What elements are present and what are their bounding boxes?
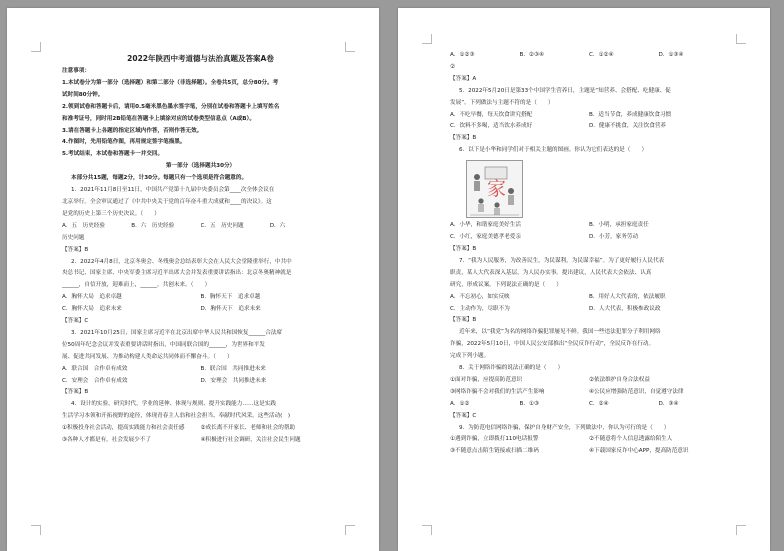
question-7 [450, 256, 728, 292]
question-line: 7．“我为人民服务，为改善民生，为民谋利，为民谋幸福”。为了更好履行人民代表 [459, 257, 665, 264]
q3-options [62, 364, 339, 388]
answer-label: 【答案】B [450, 135, 477, 142]
question-8: 8．关于网络诈骗的说法正确的是（ ） [459, 365, 564, 372]
notice-line: 2.领到试卷和答题卡后，请用0.5毫米黑色墨水签字笔，分别在试卷和答题卡上填写姓名 [62, 103, 280, 110]
option: B．小明，承担家庭责任 [589, 222, 649, 229]
question-line: 诈骗，2022年5月10日，中国人民公安部推出“全民反诈行动”，全民反诈在行动。 [450, 341, 655, 348]
crop-mark [31, 525, 41, 535]
option: C．胸怀大局 追求未来 [62, 306, 122, 313]
option: D．胸怀天下 追求未来 [200, 306, 261, 313]
question-line: 展、促进共同发展、为推动构建人类命运共同体而不懈奋斗。（ ） [62, 353, 233, 360]
question-line: 近年来，以“我党”为名的网络诈骗犯罪屡见不鲜。我国一些违法犯罪分子利用网络 [459, 329, 661, 336]
option: ③各种人才都是有，社会发展少不了 [62, 437, 151, 444]
question-line: 3．2021年10月25日，国家主席习近平在北京出席中华人民共和国恢复______合法席 [71, 329, 283, 336]
question-line: 央总书记、国家主席、中央军委主席习近平出席大会并发表重要讲话指出：北京冬奥精神就是 [62, 270, 292, 277]
option: C．饮料不多喝，适当饮水养成好 [450, 123, 533, 130]
option-row [62, 376, 339, 388]
option-row [62, 435, 339, 447]
crop-mark [736, 34, 746, 44]
option-row [62, 364, 339, 376]
crop-mark [345, 525, 355, 535]
option-continuation: 历史问题 [62, 234, 85, 241]
question-1 [62, 185, 339, 221]
family-character: 家 [487, 178, 507, 201]
option-row [450, 446, 728, 458]
option: A．不吃早餐，每天饮食讲究搭配 [450, 111, 533, 118]
option: D．六 [269, 222, 286, 229]
option-row [450, 292, 728, 304]
option: C．小红，家庭美德孝老爱亲 [450, 234, 522, 241]
answer-label: 【答案】B [62, 389, 89, 396]
family-illustration [466, 160, 523, 218]
option-continuation: ② [450, 63, 456, 70]
crop-mark [345, 42, 355, 52]
question-line: ______，自信开放，迎难而上，______，共创未来。（ ） [62, 282, 211, 289]
question-line: 2．2022年4月8日，北京冬奥会、冬残奥会总结表彰大会在人民大会堂隆重举行，中共中 [71, 258, 292, 265]
question-6 [450, 145, 728, 157]
q8-options [450, 399, 728, 411]
option: ④下载国家反诈中心APP，提高防范意识 [589, 448, 689, 455]
option: C．②④ [589, 400, 609, 407]
option-row [450, 375, 728, 387]
q1-options [62, 221, 339, 233]
option: A．①② [450, 400, 470, 407]
option: B．①③ [519, 400, 539, 407]
option: A．五 历史经验 [62, 222, 105, 229]
question-line: 生活学习本领和开拓视野的途径，体现青春主人翁和社会担当、奉献时代风采。这些活动( ) [62, 413, 291, 420]
option: B．胸怀天下 追求卓越 [200, 294, 261, 301]
notice-line: 3.请在答题卡上各题的指定区域内作答，否则作答无效。 [62, 127, 203, 134]
question-line: 完成下列小题。 [450, 353, 490, 360]
q9-options [450, 434, 728, 458]
answer-label: 【答案】B [62, 246, 89, 253]
q8-statements [450, 375, 728, 399]
question-line: 研究，形成议案。下列说法正确的是（ ） [450, 281, 562, 288]
answer-label: 【答案】C [62, 318, 89, 325]
option: B．②③④ [519, 52, 544, 58]
option: ②不随意将个人信息透露给陌生人 [589, 436, 673, 443]
question-line: 9．为防范电信网络诈骗，保护自身财产安全，下列做法中，你认为可行的是（ ） [459, 424, 670, 431]
option: A．胸怀大局 追求卓越 [62, 294, 122, 301]
q2-options [62, 292, 339, 316]
option: C．安理会 合作卓有成效 [62, 377, 128, 384]
section-title: 第一部分（选择题共30分） [165, 163, 236, 170]
question-line: 是党的历史上第三个历史决议。（ ） [62, 210, 160, 217]
question-line: 5．2022年5月20日是第33个中国学生营养日，主题是“知营养、会搭配、吃健康、促 [459, 87, 671, 94]
option: ②依法维护自身合法权益 [589, 376, 650, 383]
question-line: 北京举行。全会审议通过了《中共中央关于党的百年奋斗重大成就和____的决议》。这 [62, 198, 272, 205]
option: D．①③④ [658, 52, 684, 58]
question-line: 位50周年纪念会议并发表重要讲话时指出，中国同联合国的______，为世界和平发 [62, 341, 265, 348]
option-row [62, 304, 339, 316]
document-page-left [7, 8, 379, 551]
notice-line: 试时间80分钟。 [62, 91, 104, 98]
answer-label: 【答案】C [450, 412, 477, 419]
document-page-right [398, 8, 770, 551]
question-line: 1．2021年11月8日至11日，中国共产党第十九届中央委员会第____次全体会议在 [71, 187, 275, 194]
option: B．联合国 共同推进未来 [200, 365, 266, 372]
crop-mark [422, 525, 432, 535]
option-row [450, 434, 728, 446]
option: C．①②④ [589, 52, 614, 58]
question-line: 4．设计的实验，研究时代，学业的延伸、体现与规则、提升实践能力……这是实践 [71, 401, 276, 408]
option: B．适当节食，养成健康饮食习惯 [589, 111, 672, 118]
option: C．主动作为，尽职不为 [450, 305, 510, 312]
option-row [450, 220, 728, 232]
option: D．③④ [658, 400, 679, 407]
option: A．①②③ [450, 52, 475, 58]
section-intro: 本部分共15题，每题2分，计30分。每题只有一个选项是符合题意的。 [71, 175, 248, 182]
option-row [450, 121, 728, 133]
option: B．用好人大代表的，依法履职 [589, 293, 666, 300]
answer-label: 【答案】A [450, 75, 477, 82]
option: C．五 历史问题 [200, 222, 244, 229]
question-2 [62, 257, 339, 293]
option: D．健康不挑食，关注饮食营养 [589, 123, 667, 130]
option: A．不忘初心，如实反映 [450, 293, 510, 300]
answer-label: 【答案】B [450, 317, 477, 324]
question-5 [450, 86, 728, 110]
q7-options [450, 292, 728, 316]
question-line: 发展”。下列做法与主题不符的是（ ） [450, 99, 554, 106]
option-row [450, 232, 728, 244]
option: ④积极进行社会调研，关注社会民生问题 [200, 437, 301, 444]
q5-options [450, 110, 728, 134]
option: D．人大代表，积极参政议政 [589, 305, 661, 312]
option: ③不随意点击陌生链接或扫描二维码 [450, 448, 539, 455]
option: ①遇到诈骗，立即拨打110电话报警 [450, 436, 539, 443]
option: ②成长离不开家长、老师和社会的帮助 [200, 425, 296, 432]
option: D．安理会 共同推进未来 [200, 377, 267, 384]
left-page-content [62, 52, 339, 447]
question-3 [62, 328, 339, 364]
option-row [450, 110, 728, 122]
option-row [450, 304, 728, 316]
crop-mark [736, 525, 746, 535]
question-4 [62, 399, 339, 423]
option: A．联合国 合作卓有成效 [62, 365, 128, 372]
crop-mark [31, 42, 41, 52]
prev-options [450, 50, 728, 62]
right-page-content [450, 50, 728, 458]
question-9 [450, 423, 728, 435]
notice-line: 5.考试结束，本试卷和答题卡一并交回。 [62, 151, 164, 158]
question-8-stem [450, 327, 728, 363]
notice-list [62, 78, 339, 161]
option: ③网络诈骗不会对我们的生活产生影响 [450, 388, 545, 395]
option-row [450, 387, 728, 399]
option: A．小华，和谐家庭美好生活 [450, 222, 521, 229]
question-line: 职责，某人大代表深入基层，为人民办实事。提出建议，人民代表大会依法、认真 [450, 269, 652, 276]
option-row [62, 292, 339, 304]
answer-label: 【答案】B [450, 245, 477, 252]
crop-mark [422, 34, 432, 44]
option: ④公民应增强防范意识，自觉遵守法律 [589, 388, 684, 395]
notice-line: 1.本试卷分为第一部分（选择题）和第二部分（非选择题）。全卷共5页，总分80分。考 [62, 79, 279, 86]
option: B．六 历史经验 [131, 222, 175, 229]
option: ①面对诈骗，应提高防范意识 [450, 376, 523, 383]
q6-options [450, 220, 728, 244]
document-title: 2022年陕西中考道德与法治真题及答案A卷 [127, 54, 274, 63]
notice-heading: 注意事项： [62, 68, 90, 74]
option: D．小芳，家务劳动 [589, 234, 639, 241]
notice-line: 和准考证号，同时用2B铅笔在答题卡上填涂对应的试卷类型信息点（A或B）。 [62, 115, 255, 122]
question-line: 6．以下是小华和同学们对于相关主题的图画。你认为它们表达的是（ ） [459, 147, 648, 154]
option: ①积极投身社会活动，提高实践能力和社会责任感 [62, 425, 185, 432]
q4-options [62, 423, 339, 447]
notice-line: 4.作图时，先用铅笔作图，再用规定签字笔描黑。 [62, 139, 186, 146]
option-row [62, 423, 339, 435]
